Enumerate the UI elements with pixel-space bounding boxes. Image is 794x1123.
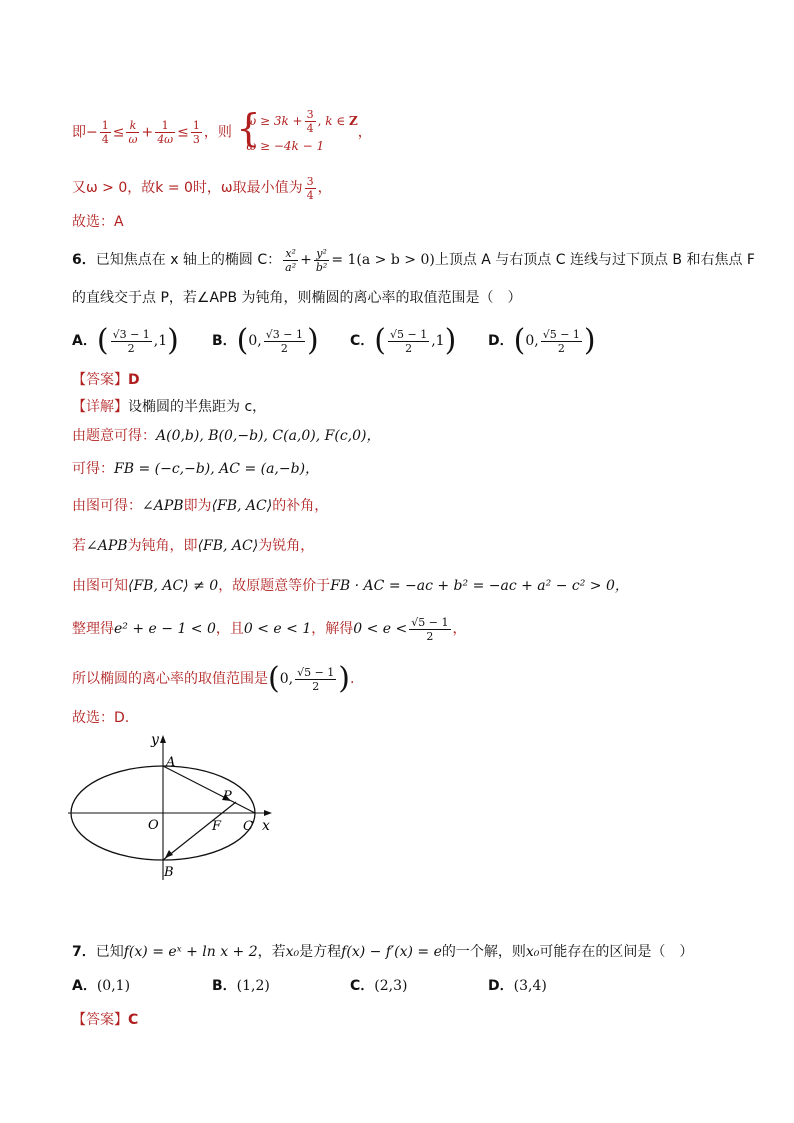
system-row-2: ω ≥ −4k − 1 bbox=[246, 139, 325, 153]
label-O: O bbox=[148, 818, 159, 833]
sol5-prefix: 即 bbox=[72, 124, 86, 141]
q7-option-b[interactable]: B．(1,2) bbox=[212, 978, 270, 994]
q6-option-c[interactable]: C．( $\frac{√5 - 1}{2}$ ,1) bbox=[350, 323, 457, 358]
inequality-system: { ω ≥ 3k + $\frac{3}{4}$ , k ∈ Z ω ≥ −4k − 1 bbox=[236, 108, 357, 157]
q7-option-a[interactable]: A．(0,1) bbox=[72, 978, 131, 994]
q7-option-d[interactable]: D．(3,4) bbox=[488, 978, 547, 994]
segment-BP bbox=[163, 802, 236, 860]
label-A: A bbox=[166, 755, 176, 770]
label-B: B bbox=[164, 865, 174, 880]
q7-option-c[interactable]: C．(2,3) bbox=[350, 978, 408, 994]
sol5-answer: 故选：A bbox=[72, 214, 124, 230]
q6-detail-8: 所以椭圆的离心率的取值范围是(0, $\frac{√5 - 1}{2}$ ). bbox=[72, 661, 355, 696]
q6-detail-5: 若∠APB为钝角，即⟨FB, AC⟩为锐角， bbox=[72, 538, 315, 554]
frac-k-w: $\frac{k}{\omega}$ bbox=[128, 119, 138, 146]
arrow-FB bbox=[165, 850, 173, 858]
y-axis-arrow bbox=[160, 735, 166, 743]
q6-stem-line2: 的直线交于点 P，若∠APB 为钝角，则椭圆的离心率的取值范围是（ ） bbox=[72, 290, 522, 306]
q6-detail-4: 由图可得：∠APB即为⟨FB, AC⟩的补角， bbox=[72, 498, 329, 514]
q6-detail-2: 由题意可得：A(0,b), B(0,−b), C(a,0), F(c,0)， bbox=[72, 428, 381, 444]
sol5-line2: 又ω > 0，故k = 0时，ω取最小值为 $\frac{3}{4}$ ， bbox=[72, 174, 332, 202]
q6-answer: 【答案】D bbox=[72, 372, 140, 388]
q7-answer: 【答案】C bbox=[72, 1012, 139, 1028]
frac-1-3: $\frac{1}{3}$ bbox=[192, 119, 200, 146]
q6-detail-1: 【详解】设椭圆的半焦距为 c， bbox=[72, 399, 267, 415]
q6-option-b[interactable]: B．(0, $\frac{√3 - 1}{2}$ ) bbox=[212, 323, 319, 358]
label-C: C bbox=[243, 819, 253, 834]
label-x: x bbox=[262, 818, 270, 834]
label-P: P bbox=[223, 789, 232, 804]
frac-1-4w: $\frac{1}{4\omega}$ bbox=[157, 119, 174, 146]
sol5-line1: 即− $\frac{1}{4}$ ≤ $\frac{k}{\omega}$ + $\frac{1}{4\omega}$ ≤ $\frac{1}{3}$ ，则 { ω ≥ 3k + $\frac{3}{4}$ , k ∈ Z ω ≥ −4k − 1 ， bbox=[72, 108, 372, 152]
x-axis-arrow bbox=[264, 810, 272, 816]
q6-option-a[interactable]: A．( $\frac{√3 - 1}{2}$ ,1) bbox=[72, 323, 179, 358]
q7-options bbox=[72, 976, 732, 998]
system-row-1: ω ≥ 3k + $\frac{3}{4}$ , k ∈ Z bbox=[246, 108, 358, 135]
q6-final-answer: 故选：D. bbox=[72, 710, 130, 726]
frac-1-4: $\frac{1}{4}$ bbox=[101, 119, 109, 146]
label-y: y bbox=[151, 732, 159, 748]
q6-detail-6: 由图可知⟨FB, AC⟩ ≠ 0，故原题意等价于FB · AC = −ac + b² = −ac + a² − c² > 0， bbox=[72, 578, 629, 594]
ellipse-figure bbox=[60, 730, 280, 890]
q6-stem-line1: 6．已知焦点在 x 轴上的椭圆 C： $\frac{\text{x²}}{\text{a²}}$ + $\frac{\text{y²}}{\text{b²}}$ = 1(a > b > 0)上顶点 A 与右顶点 C 连线与过下顶点 B 和右焦点 F bbox=[72, 246, 755, 274]
segment-AC bbox=[163, 766, 255, 813]
q6-detail-3: 可得：FB = (−c,−b), AC = (a,−b)， bbox=[72, 461, 320, 477]
label-F: F bbox=[212, 819, 222, 834]
q7-stem: 7．已知f(x) = eˣ + ln x + 2，若x₀是方程f(x) − f′(x) = e的一个解，则x₀可能存在的区间是（ ） bbox=[72, 944, 694, 960]
frac-3-4: $\frac{3}{4}$ bbox=[306, 174, 314, 202]
q6-options bbox=[72, 322, 732, 360]
q6-detail-7: 整理得e² + e − 1 < 0，且0 < e < 1，解得0 < e < $\frac{√5 - 1}{2}$ ， bbox=[72, 615, 467, 643]
q6-option-d[interactable]: D．(0, $\frac{√5 - 1}{2}$ ) bbox=[488, 323, 596, 358]
